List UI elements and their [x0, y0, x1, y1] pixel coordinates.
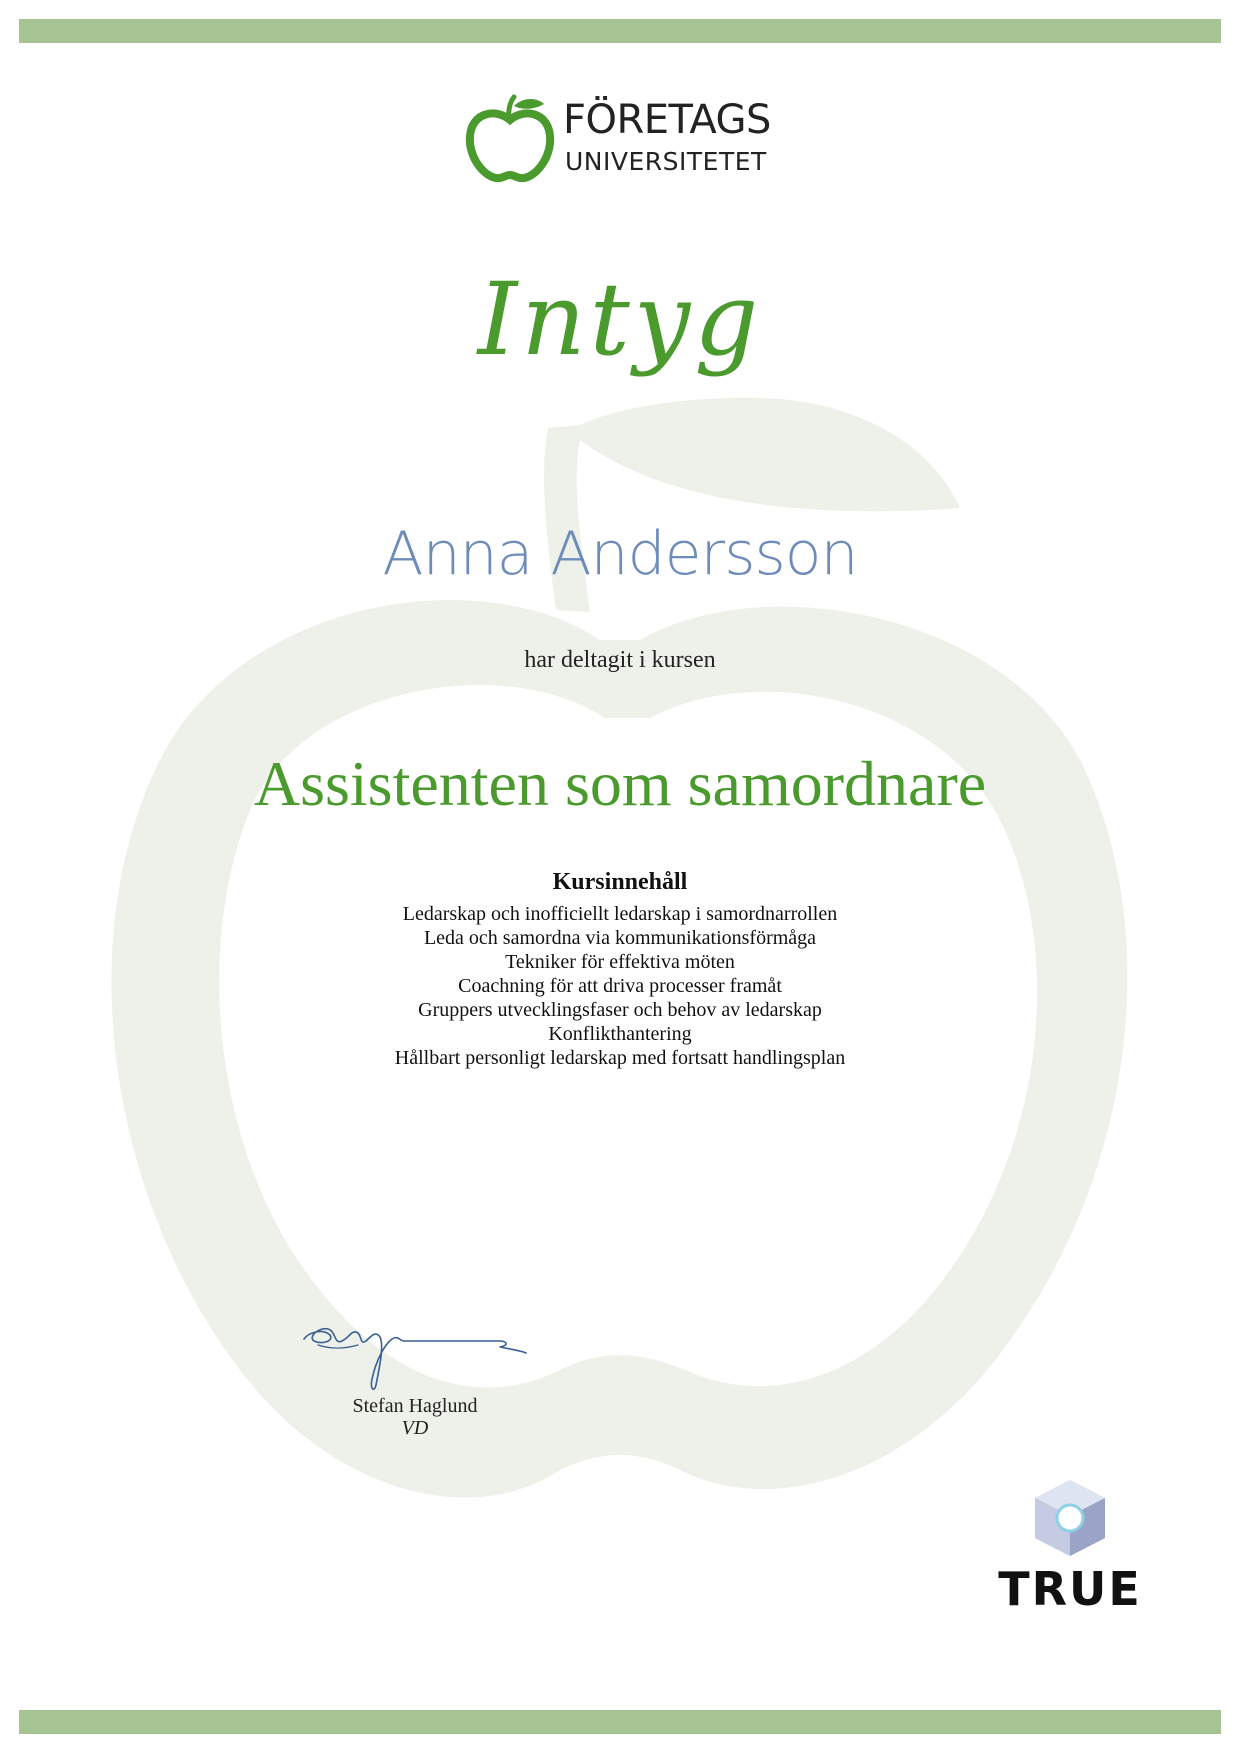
recipient-name: Anna Andersson: [382, 519, 858, 589]
course-content-item: Leda och samordna via kommunikationsförmåga: [423, 927, 817, 949]
apple-icon: [464, 94, 556, 186]
course-content-item: Coachning för att driva processer framåt: [458, 975, 782, 997]
course-content-item: Ledarskap och inofficiellt ledarskap i samordnarrollen: [402, 903, 838, 925]
course-content-heading: Kursinnehåll: [552, 869, 688, 895]
course-content-item: Tekniker för effektiva möten: [505, 951, 735, 973]
logo-line-1: FÖRETAGS: [563, 97, 771, 143]
course-title: Assistenten som samordnare: [253, 748, 987, 819]
participation-statement: har deltagit i kursen: [524, 647, 716, 673]
course-content-item: Hållbart personligt ledarskap med fortsatt handlingsplan: [394, 1047, 846, 1069]
handwritten-signature: [300, 1305, 530, 1395]
signatory-title: VD: [401, 1417, 429, 1439]
true-logo: [995, 1478, 1145, 1618]
course-content-list: [0, 902, 1240, 1070]
cube-icon: [1031, 1478, 1109, 1558]
true-wordmark: TRUE: [998, 1562, 1142, 1616]
foretagsuniversitetet-logo: [464, 94, 794, 184]
logo-line-2: UNIVERSITETET: [565, 147, 767, 176]
course-content-item: Gruppers utvecklingsfaser och behov av ledarskap: [418, 999, 822, 1021]
course-content-item: Konflikthantering: [548, 1023, 692, 1045]
bottom-border-band: [19, 1710, 1221, 1734]
signatory-name: Stefan Haglund: [352, 1395, 478, 1417]
certificate-title: Intyg: [477, 261, 763, 378]
